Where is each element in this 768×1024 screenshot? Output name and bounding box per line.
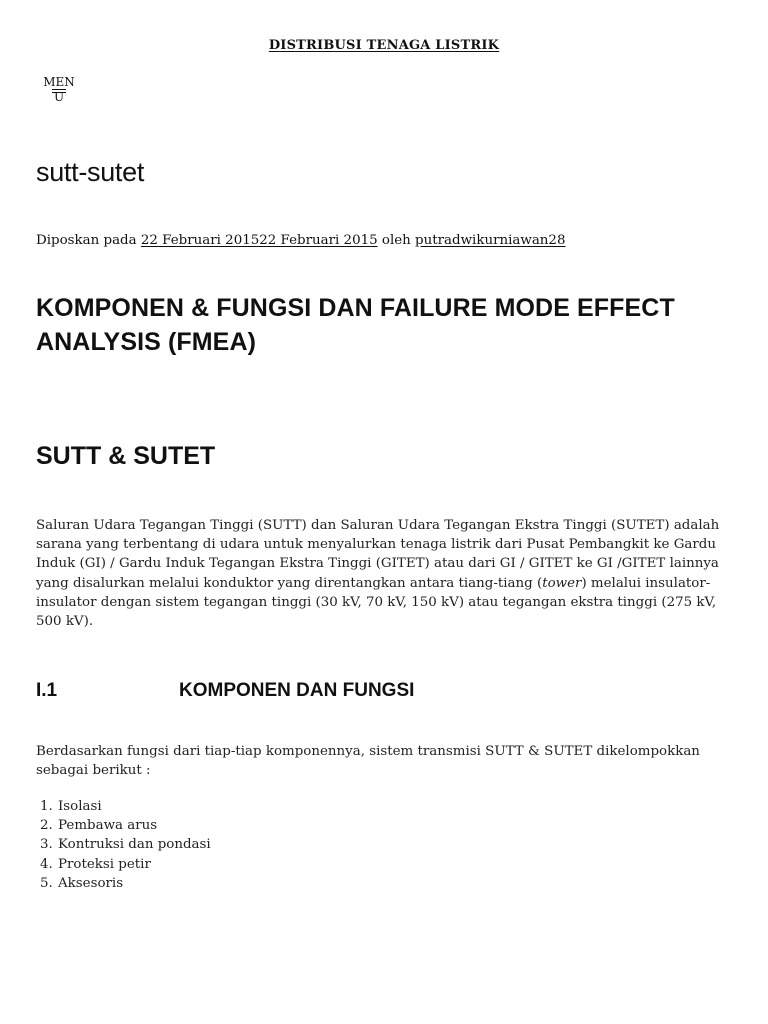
list-marker: 3. bbox=[40, 837, 53, 853]
list-item-label: Proteksi petir bbox=[58, 856, 151, 872]
list-marker: 4. bbox=[40, 856, 53, 872]
list-item bbox=[36, 816, 211, 835]
intro-text-part1: Saluran Udara Tegangan Tinggi (SUTT) dan Saluran Udara Tegangan Ekstra Tinggi (SUTET) adalah sarana yang terbentang di udara untuk menyalurkan tenaga listrik dari Pusat Pembangkit ke Gardu Induk (GI) / Gardu Induk Tegangan Ekstra Tinggi (GITET) atau dari GI / GITET ke GI /GITET lainnya yang disalurkan melalui konduktor yang direntangkan antara tiang-tiang ( bbox=[36, 518, 720, 591]
post-heading: KOMPONEN & FUNGSI DAN FAILURE MODE EFFECT ANALYSIS (FMEA) bbox=[36, 294, 675, 356]
list-marker: 5. bbox=[40, 875, 53, 891]
list-marker: 1. bbox=[40, 799, 53, 814]
subsection-number: I.1 bbox=[36, 680, 58, 701]
blog-title: sutt-sutet bbox=[36, 157, 145, 187]
post-author-link[interactable]: putradwikurniawan28 bbox=[415, 233, 566, 248]
post-date-link[interactable]: 22 Februari 201522 Februari 2015 bbox=[140, 233, 378, 248]
site-title-link[interactable]: DISTRIBUSI TENAGA LISTRIK bbox=[268, 38, 500, 53]
intro-text-part2: ) melalui insulator-insulator dengan sistem tegangan tinggi (30 kV, 70 kV, 150 kV) atau tegangan ekstra tinggi (275 kV, 500 kV). bbox=[36, 575, 717, 630]
list-item bbox=[36, 797, 211, 816]
menu-toggle-button[interactable] bbox=[40, 76, 78, 112]
list-item bbox=[36, 835, 211, 854]
list-item-label: Aksesoris bbox=[58, 875, 124, 891]
list-item-label: Pembawa arus bbox=[58, 818, 158, 834]
list-item bbox=[36, 874, 211, 893]
post-meta bbox=[36, 233, 565, 248]
menu-label-top: MEN bbox=[43, 75, 75, 89]
post-meta-by: oleh bbox=[377, 233, 416, 248]
post-meta-prefix: Diposkan pada bbox=[36, 233, 141, 248]
subsection-title: KOMPONEN DAN FUNGSI bbox=[179, 680, 415, 701]
list-item-label: Kontruksi dan pondasi bbox=[58, 837, 211, 853]
list-marker: 2. bbox=[40, 818, 53, 834]
list-item bbox=[36, 855, 211, 874]
site-title bbox=[0, 38, 768, 53]
components-list bbox=[36, 797, 211, 893]
menu-label-bottom: U bbox=[53, 90, 65, 104]
section-heading: SUTT & SUTET bbox=[36, 442, 216, 470]
list-item-label: Isolasi bbox=[58, 799, 102, 814]
subsection-heading bbox=[36, 680, 736, 702]
intro-text-italic: tower bbox=[542, 575, 582, 591]
components-paragraph: Berdasarkan fungsi dari tiap-tiap komponennya, sistem transmisi SUTT & SUTET dikelompokkan sebagai berikut : bbox=[36, 744, 700, 779]
intro-paragraph bbox=[36, 516, 726, 631]
